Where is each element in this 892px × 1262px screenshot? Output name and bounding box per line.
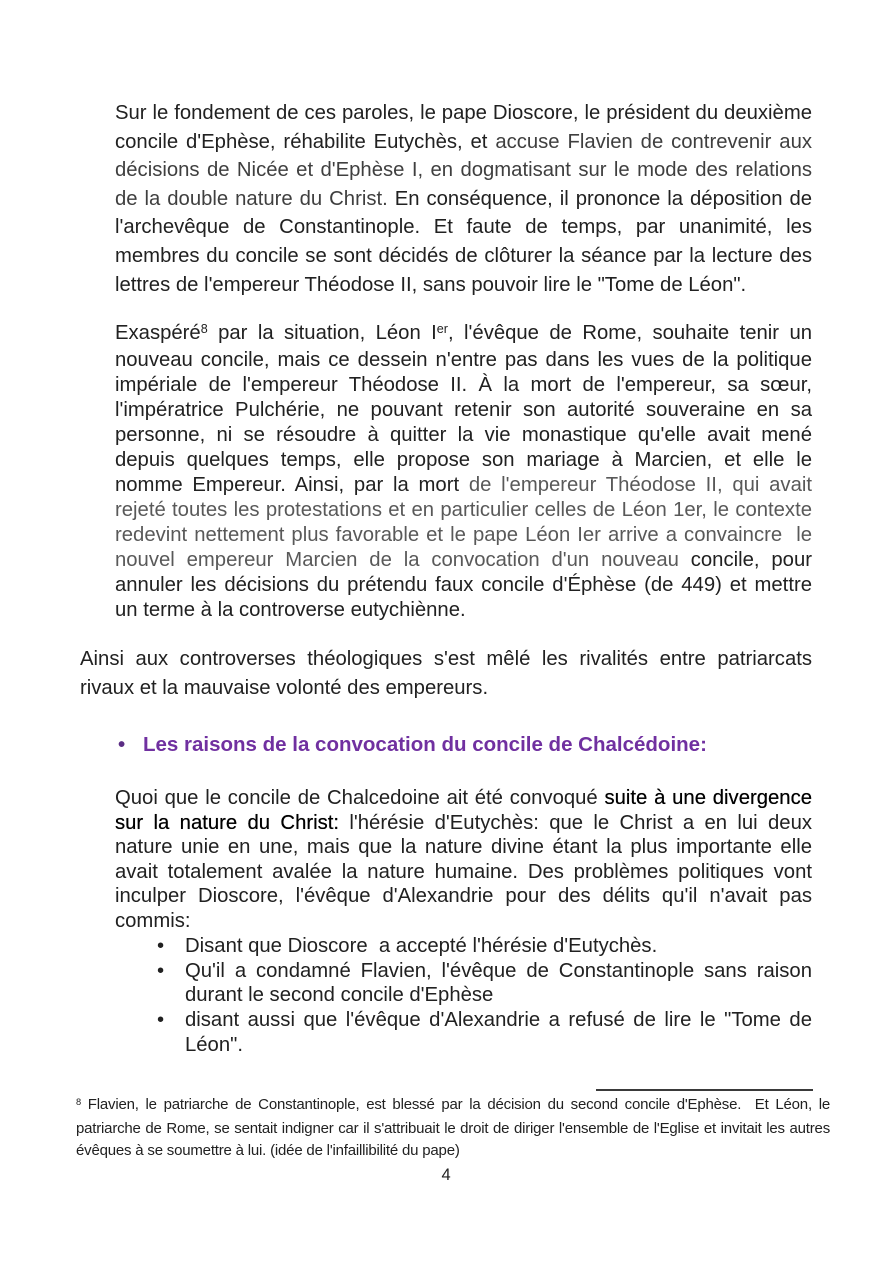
text-run: de l'empereur Théodose II, qui avait rejeté toutes les protestations et en particulier celles de Léon 1er, le contexte redevint nettement plus favorable et le pape Léon Ier arrive a convaincre le nouvel empereur Marcien de la convocation d'un nouveau [115, 474, 812, 571]
bullet-icon: • [157, 959, 165, 982]
footnote-separator [596, 1089, 813, 1091]
superscript-run: 8 [200, 322, 208, 337]
list-item [155, 1008, 812, 1057]
text-run: Qu'il a condamné Flavien, l'évêque de Constantinople sans raison durant le second concile d'Ephèse [185, 959, 812, 1007]
superscript-run: er [436, 322, 448, 337]
text-run: En conséquence, il prononce la déposition de l'archevêque de Constantinople. Et faute de temps, par unanimité, les membres du concile se sont décidés de clôturer la séance par la lecture des lettres de l'empereur Théodose II, sans pouvoir lire le "Tome de Léon". [115, 187, 812, 296]
paragraph-controverses [80, 645, 812, 703]
list-item [155, 959, 812, 1008]
bullet-icon: • [157, 1009, 165, 1032]
text-run: Ainsi aux controverses théologiques s'est mêlé les rivalités entre patriarcats rivaux et la mauvaise volonté des empereurs. [80, 648, 812, 699]
text-run: Quoi que le concile de Chalcedoine ait été convoqué [115, 787, 605, 809]
section-heading-label: Les raisons de la convocation du concile de Chalcédoine: [143, 733, 707, 756]
text-run: accuse Flavien de contrevenir aux décisions de Nicée et d'Ephèse I, en dogmatisant sur le mode des relations de la double nature du Christ. [115, 130, 813, 210]
paragraph-exaspere [115, 321, 812, 623]
section-heading [118, 732, 812, 757]
text-run: par la situation, Léon I [207, 322, 437, 344]
text-run: Sur le fondement de ces paroles, le pape Dioscore, le président du deuxième concile d'Ephèse, réhabilite Eutychès, et [115, 102, 812, 153]
paragraph-quoi-que [115, 786, 812, 933]
text-run: Disant que Dioscore a accepté l'hérésie d'Eutychès. [185, 935, 658, 957]
text-run: Flavien, le patriarche de Constantinople, est blessé par la décision du second concile d'Ephèse. Et Léon, le patriarche de Rome, se sentait indigner car il s'attribuait le droit de diriger l'ensemble de l'Eglise et invitait les autres évêques à se soumettre à lui. (idée de l'infaillibilité du pape) [76, 1096, 830, 1159]
bullet-icon: • [118, 733, 126, 756]
text-run: , l'évêque de Rome, souhaite tenir un nouveau concile, mais ce dessein n'entre pas dans les vues de la politique impériale de l'empereur Théodose II. À la mort de l'empereur, sa sœur, l'impératrice Pulchérie, ne pouvant retenir son autorité souveraine en sa personne, ni se résoudre à quitter la vie monastique qu'elle avait mené depuis quelques temps, elle propose son mariage à Marcien, et elle le nomme Empereur. Ainsi, par la mort [115, 322, 813, 496]
footnote-text [76, 1094, 830, 1163]
bullet-list [155, 934, 812, 1058]
text-run: l'hérésie d'Eutychès: que le Christ a en lui deux nature unie en une, mais que la nature divine étant la plus importante elle avait totalement avalée la nature humaine. Des problèmes politiques vont inculper Dioscore, l'évêque d'Alexandrie pour des délits qu'il n'avait pas commis: [115, 811, 812, 932]
text-run: suite à une divergence sur la nature du Christ: [115, 787, 812, 834]
text-run: disant aussi que l'évêque d'Alexandrie a refusé de lire le "Tome de Léon". [185, 1009, 812, 1056]
text-run: Exaspéré [115, 322, 201, 344]
paragraph-dioscore [115, 99, 812, 299]
list-item [155, 934, 812, 959]
superscript-run: 8 [76, 1096, 81, 1107]
text-run: concile, pour annuler les décisions du prétendu faux concile d'Éphèse (de 449) et mettre un terme à la controverse eutychiènne. [115, 549, 812, 621]
page-number: 4 [441, 1166, 451, 1184]
bullet-icon: • [157, 935, 165, 957]
